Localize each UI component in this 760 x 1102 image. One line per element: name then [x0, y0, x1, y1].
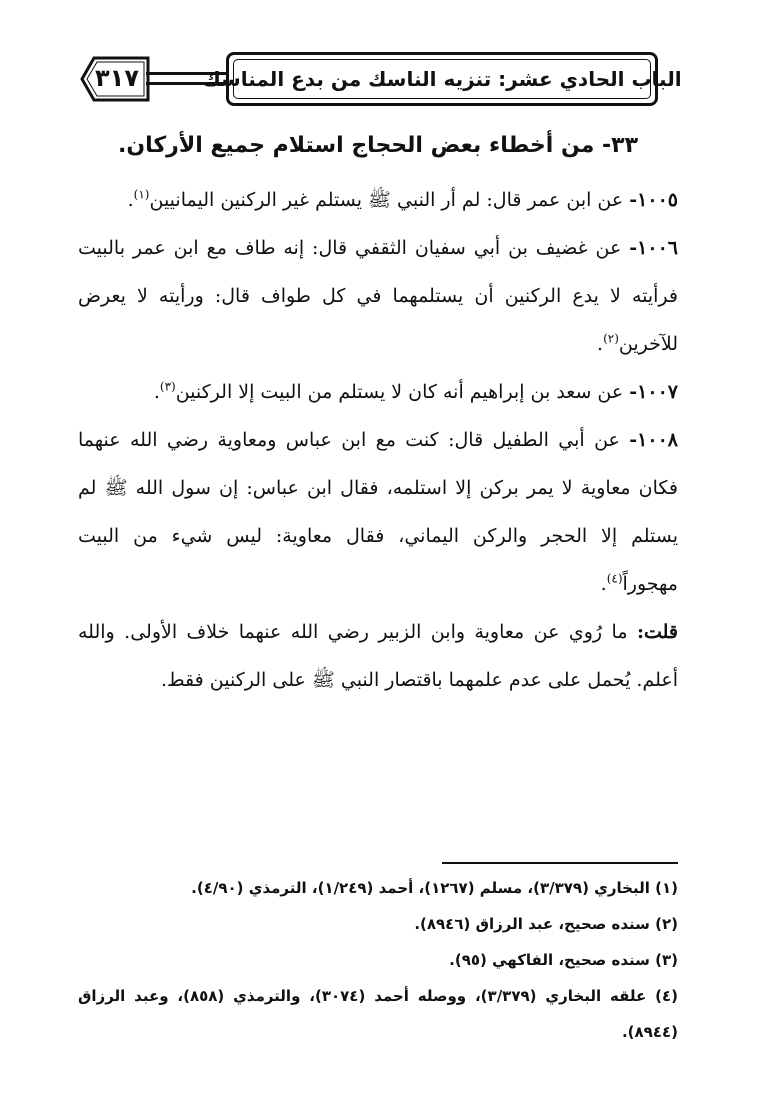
hadith-text: عن غضيف بن أبي سفيان الثقفي قال: إنه طاف مع ابن عمر بالبيت فرأيته لا يدع الركنين أن يستلمهما في كل طواف قال: ورأيته لا يعرض للآخرين — [78, 237, 678, 355]
hadith-text: عن ابن عمر قال: لم أر النبي ﷺ يستلم غير الركنين اليمانيين — [149, 189, 624, 211]
conclusion-paragraph — [78, 608, 678, 704]
page-number: ٣١٧ — [95, 64, 139, 92]
footnote: (٤) علقه البخاري (٣/٣٧٩)، ووصله أحمد (٣٠٧٤)، والترمذي (٨٥٨)، وعبد الرزاق (٨٩٤٤). — [78, 987, 678, 1041]
hadith-paragraph — [78, 176, 678, 224]
hadith-text: عن أبي الطفيل قال: كنت مع ابن عباس ومعاوية رضي الله عنهما فكان معاوية لا يمر بركن إلا استلمه، فقال ابن عباس: إن سول الله ﷺ لم يستلم إلا الحجر والركن اليماني، فقال معاوية: ليس شيء من البيت مهجوراً — [78, 429, 678, 595]
hadith-paragraph — [78, 368, 678, 416]
chapter-title: الباب الحادي عشر: تنزيه الناسك من بدع المناسك — [202, 67, 682, 91]
sentence-end: . — [597, 333, 604, 355]
page-number-frame — [80, 56, 150, 102]
footnote-ref[interactable]: (٤) — [606, 571, 623, 586]
footnote: (٣) سنده صحيح، الفاكهي (٩٥). — [449, 951, 678, 969]
footnote-separator — [442, 862, 678, 864]
hadith-paragraph — [78, 416, 678, 608]
sentence-end: . — [127, 189, 134, 211]
hadith-text: عن سعد بن إبراهيم أنه كان لا يستلم من البيت إلا الركنين — [175, 381, 624, 403]
footnote-ref[interactable]: (٣) — [159, 379, 176, 394]
main-text — [78, 118, 678, 704]
page-header — [80, 52, 682, 110]
sentence-end: . — [153, 381, 160, 403]
section-heading: ٣٣- من أخطاء بعض الحجاج استلام جميع الأركان. — [117, 133, 639, 158]
footnote-ref[interactable]: (٢) — [603, 331, 619, 346]
hadith-number: ١٠٠٦- — [629, 237, 678, 259]
sentence-end: . — [600, 573, 607, 595]
hadith-paragraph — [78, 224, 678, 368]
hadith-number: ١٠٠٨- — [629, 429, 678, 451]
conclusion-lead: قلت: — [636, 621, 678, 643]
chapter-title-frame — [202, 52, 682, 106]
conclusion-text: ما رُوي عن معاوية وابن الزبير رضي الله عنهما خلاف الأولى. والله أعلم. يُحمل على عدم علمهما باقتصار النبي ﷺ على الركنين فقط. — [78, 621, 678, 691]
footnotes — [78, 870, 678, 1050]
footnote: (٢) سنده صحيح، عبد الرزاق (٨٩٤٦). — [414, 915, 678, 933]
hadith-number: ١٠٠٥- — [629, 189, 678, 211]
hadith-number: ١٠٠٧- — [629, 381, 678, 403]
footnote-ref[interactable]: (١) — [133, 187, 150, 202]
footnote: (١) البخاري (٣/٣٧٩)، مسلم (١٢٦٧)، أحمد (١/٢٤٩)، الترمذي (٤/٩٠). — [191, 879, 678, 897]
